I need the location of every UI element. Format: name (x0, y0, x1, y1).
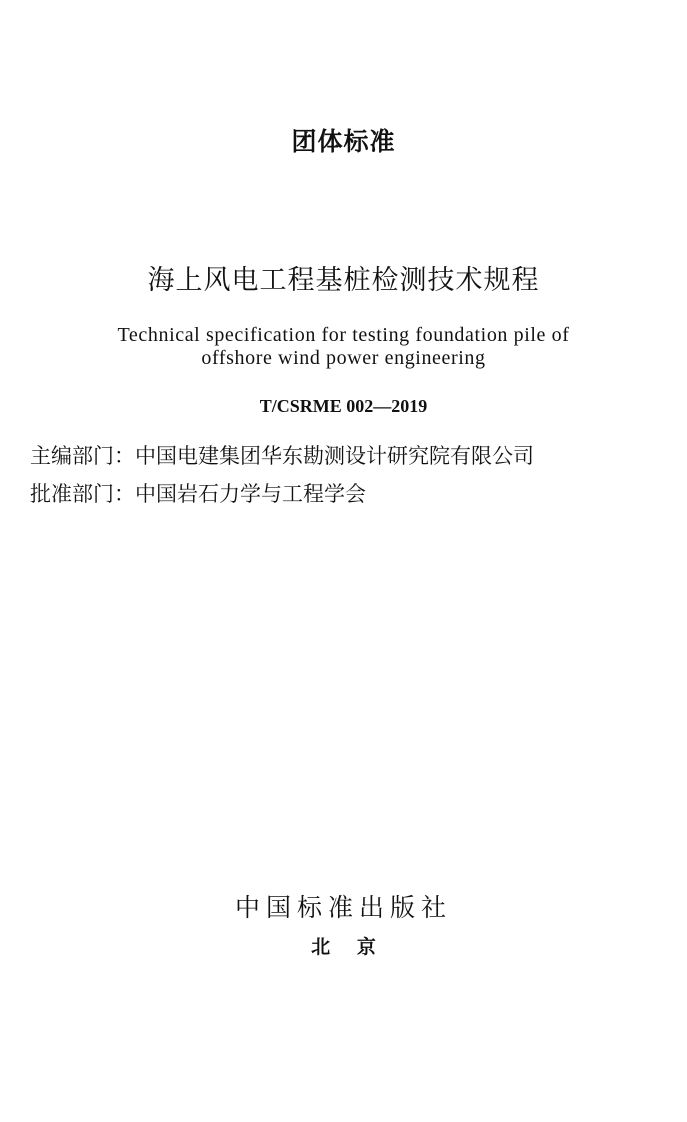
city-char-2: 京 (356, 936, 376, 958)
publisher-name: 中国标准出版社 (234, 893, 452, 922)
english-title-line-1: Technical specification for testing foundation pile of (117, 324, 570, 346)
chief-editor-organization: 主编部门：中国电建集团华东勘测设计研究院有限公司 (30, 444, 534, 468)
publisher-city (0, 932, 687, 959)
document-title-english (0, 324, 687, 370)
standard-code: T/CSRME 002—2019 (259, 396, 428, 416)
standard-category: 团体标准 (291, 127, 396, 156)
english-title-line-2: offshore wind power engineering (201, 347, 486, 369)
approving-organization: 批准部门：中国岩石力学与工程学会 (30, 482, 366, 506)
document-title-chinese: 海上风电工程基桩检测技术规程 (147, 265, 540, 296)
city-char-1: 北 (311, 936, 331, 958)
